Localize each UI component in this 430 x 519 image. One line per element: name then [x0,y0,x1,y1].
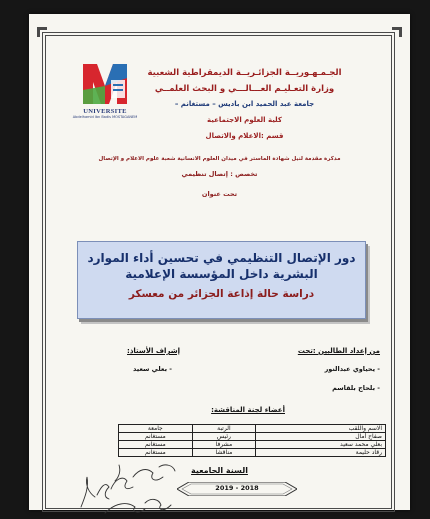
thesis-title-line1: دور الإتصال التنظيمي في تحسين أداء الموارد [87,251,356,265]
supervisor-name: - بعلي سعيد [132,365,172,373]
table-row [119,449,386,457]
table-cell: مستغانم [119,433,193,441]
specialty: تخصص : إتصال تنظيمي [181,170,258,178]
department-name: قسم :الاعلام والاتصال [205,132,284,140]
students-label: من إعداد الطالبين :تحت [297,347,380,355]
under-title-label: تحت عنوان [201,190,238,198]
republic-name: الجـمـهـوريــة الجزائـريــة الديمقراطية الشعبية [147,68,342,78]
academic-year-value: 2019 - 2018 [215,484,259,492]
table-cell: مستغانم [119,441,193,449]
faculty-name: كلية العلوم الاجتماعية [207,116,282,124]
student-name: - بلحاج بلقاسم [332,384,380,392]
university-name: جامعة عبد الحميد ابن باديس – مستغانم – [174,100,315,108]
table-cell: رقاد حليمة [256,449,386,457]
table-row [119,433,386,441]
table-cell: مناقشا [192,449,255,457]
table-cell: مستغانم [119,449,193,457]
document-page [29,14,410,510]
table-header-cell: جامعة [119,425,193,433]
committee-label: أعضاء لجنة المناقشة: [211,406,285,414]
table-cell: مشرفا [192,441,255,449]
student-name: - يحياوي عبدالنور [324,365,380,373]
table-header-row [119,425,386,433]
table-header-cell: الاسم واللقب [256,425,386,433]
ministry-name: وزارة التعـليـم العـــالـــي و البحث العلمــي [154,84,335,94]
table-header-cell: الرتبة [192,425,255,433]
table-row [119,441,386,449]
memo-description: مذكرة مقدمة لنيل شهادة الماستر في ميدان العلوم الانسانية شعبة علوم الاعلام و الإتصال [98,156,341,162]
supervisor-label: إشراف الأستاذ: [127,347,180,355]
committee-table [118,424,386,457]
table-cell: بعلي محمد سعيد [256,441,386,449]
table-cell: صفاح أمال [256,433,386,441]
case-study-title: دراسة حالة إذاعة الجزائر من معسكر [128,288,315,301]
logo-text-big: UNIVERSITE [83,108,127,115]
logo-text-small: Abdelhamid Ibn Badis MOSTAGANEM [72,114,138,119]
table-cell: رئيس [192,433,255,441]
academic-year-label: السنة الجامعية [191,466,248,475]
thesis-title-line2: البشرية داخل المؤسسة الإعلامية [125,266,318,281]
thesis-title-box [77,241,366,319]
